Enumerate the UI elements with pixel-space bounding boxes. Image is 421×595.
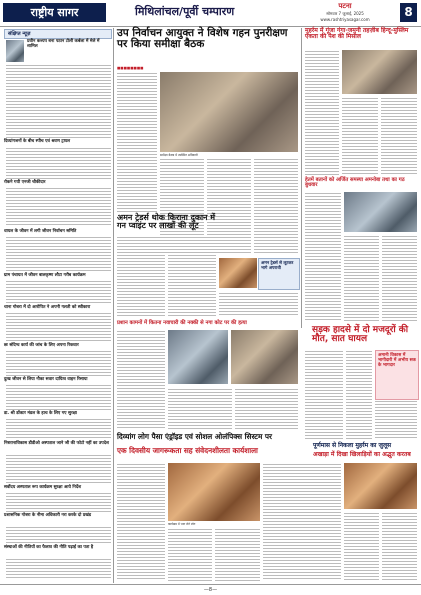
city-label: पटना (338, 2, 352, 10)
brief-text (6, 147, 111, 179)
newspaper-logo: राष्ट्रीय सागर (3, 3, 106, 22)
brief-text (6, 236, 111, 272)
article-text (235, 388, 298, 430)
article-text (215, 528, 260, 581)
article-text (305, 463, 341, 581)
brief-item: प्रशासनिक गोबरा के नीमा अधिकारी नरा करके दो प्रखंड (4, 513, 92, 518)
meeting-photo (160, 72, 298, 152)
brief-text (6, 312, 111, 342)
brief-text (6, 526, 111, 544)
pink-box (375, 350, 419, 400)
story3-photo (168, 330, 228, 384)
story3-photo-2 (231, 330, 298, 384)
right-story3-headline: सड़क हादसे में दो मजदूरों की मौत, सात घायल (312, 325, 409, 345)
brief-item: प्रवीन कश्यप बना पठान टोली कर्बला में मेले में शामिल (27, 39, 100, 49)
article-text (305, 50, 339, 175)
section-title: मिथिलांचल/पूर्वी चम्पारण (135, 5, 235, 18)
masthead (0, 0, 421, 27)
byline: ■■■■■■■■ (117, 66, 144, 70)
brief-text (6, 454, 111, 484)
photo-caption: कार्यक्रम में भाग लेते लोग (168, 522, 196, 526)
brief-text (6, 492, 111, 512)
story2-headline: अमन ट्रेडर्स थोक किराना दुकान में गन प्वाइंट पर लाखों की लूट (117, 213, 216, 231)
article-text (342, 97, 378, 175)
brief-item: निस्तानाविकास डीडीओ अस्पताल जाने जी की फोटो नहीं का उपदेश (4, 441, 109, 446)
right-story4-subheadline: अखाड़ा में दिखा खिलाड़ियों का अद्भुत करतब (313, 451, 411, 458)
article-text (117, 236, 165, 316)
article-text (375, 400, 417, 440)
brief-item: दिव्यांगजनों के बीच स्पीच एवं श्रवण ट्रायल (4, 139, 71, 144)
page-marker: —8— (203, 587, 218, 593)
article-text (382, 512, 417, 581)
article-text (254, 158, 298, 253)
brief-item: छः संदिग्ध कार्य की जांच के लिए अपना रिकवार (4, 343, 79, 348)
article-text (168, 528, 212, 581)
article-text (344, 512, 379, 581)
photo-caption: समीक्षा बैठक में उपस्थित अधिकारी (160, 153, 198, 157)
reporter-photo (6, 40, 24, 62)
brief-text (6, 187, 111, 227)
brief-item: दुःख जीवन से लिया नौका सवार दायित्व वाहन रिसाया (4, 377, 88, 382)
brief-item: रोकने गयी एनजी चौकीदार (4, 180, 46, 185)
brief-text (6, 418, 111, 440)
article-text (263, 463, 310, 581)
article-text (219, 292, 298, 316)
brief-text (6, 384, 111, 410)
article-text (168, 388, 232, 430)
brief-item: थाना गोबरा में दो आरोपित ने अपनी गलती को स्वीकारा (4, 305, 91, 310)
brief-item: डा. श्री डॉक्टर मंडल के हाथ के लिए गए सुरक्षा (4, 411, 77, 416)
story4-subheadline: एक दिवसीय जागरूकता सह संवेदनशीलता कार्यशाला (117, 446, 258, 455)
procession-photo (344, 463, 417, 509)
store-photo (219, 258, 257, 288)
website: www.rashtriyasagar.com (320, 17, 370, 22)
article-text (117, 72, 157, 212)
dateline-box (300, 2, 390, 22)
article-text (305, 192, 341, 322)
meeting-photo-2 (344, 192, 417, 232)
brief-text (6, 64, 111, 138)
article-text (117, 463, 165, 581)
right-headline-2: हेतमें बतानों को अर्जित समस्या अमनोबा तथा का गठ बुधवार (305, 177, 405, 189)
right-story4-headline: पूर्णमास से निकला मुहर्रम का जुलूस (313, 442, 392, 449)
dateline: सोमवार 7 जुलाई, 2025 (326, 11, 364, 16)
story4-headline: दिव्यांग लोग पैसा एंड्रॉइड एवं सोशल ओलंपिक्स सिस्टम पर (117, 432, 273, 441)
column-rule-right (301, 28, 302, 328)
brief-item: धायल के जीवन में लगी जीवन निर्वाचन समिति (4, 229, 77, 234)
page-footer (0, 584, 421, 595)
brief-item: ग्राम पंचायत में जीवन बालकृष्ण लौटा गरीब कार्यक्रम (4, 273, 86, 278)
brief-text (6, 350, 111, 376)
column-rule-left (113, 28, 114, 583)
brief-text (6, 280, 111, 304)
story4-photo (168, 463, 260, 521)
story2-box-text: अमन ट्रेडर्स से लूटकर भागे अपराधी (261, 260, 294, 270)
right-headline-1: मुहर्रम में गूंजा गंगा-जमुनी तहज़ीब हिन्दू-मुस्लिम एकता की पेश की मिसाल (305, 27, 409, 41)
article-text (117, 330, 165, 430)
main-headline: उप निर्वाचन आयुक्त ने विशेष गहन पुनरीक्षण पर किया समीक्षा बैठक (117, 27, 288, 51)
brief-label-box (4, 29, 112, 39)
brief-item: संस्थाओं की नीतियों का फैलाव की नीति पढ़ाई का पता है (4, 545, 94, 550)
muharram-photo (342, 50, 417, 94)
story3-headline: प्रशान कामनों में कितना नवाचारी की नक्की से नगा कोट पर की हत्या (117, 320, 247, 326)
brief-item: सर्वोदय अस्पताल रूप कार्यक्रम सुरक्षा आये निर्देश (4, 485, 82, 490)
story2-box (258, 258, 300, 290)
brief-label: संक्षिप्त न्यूज़ (8, 31, 31, 37)
article-text (344, 235, 379, 322)
article-text (381, 97, 417, 175)
pink-box-text: अमानी विकास में भागीदारी में अभीय सक के भागदार (378, 353, 416, 369)
article-text (305, 350, 343, 440)
article-text (382, 235, 417, 322)
article-text (346, 350, 372, 440)
brief-text (6, 558, 111, 580)
article-text (168, 236, 216, 316)
page-number: 8 (400, 3, 417, 22)
